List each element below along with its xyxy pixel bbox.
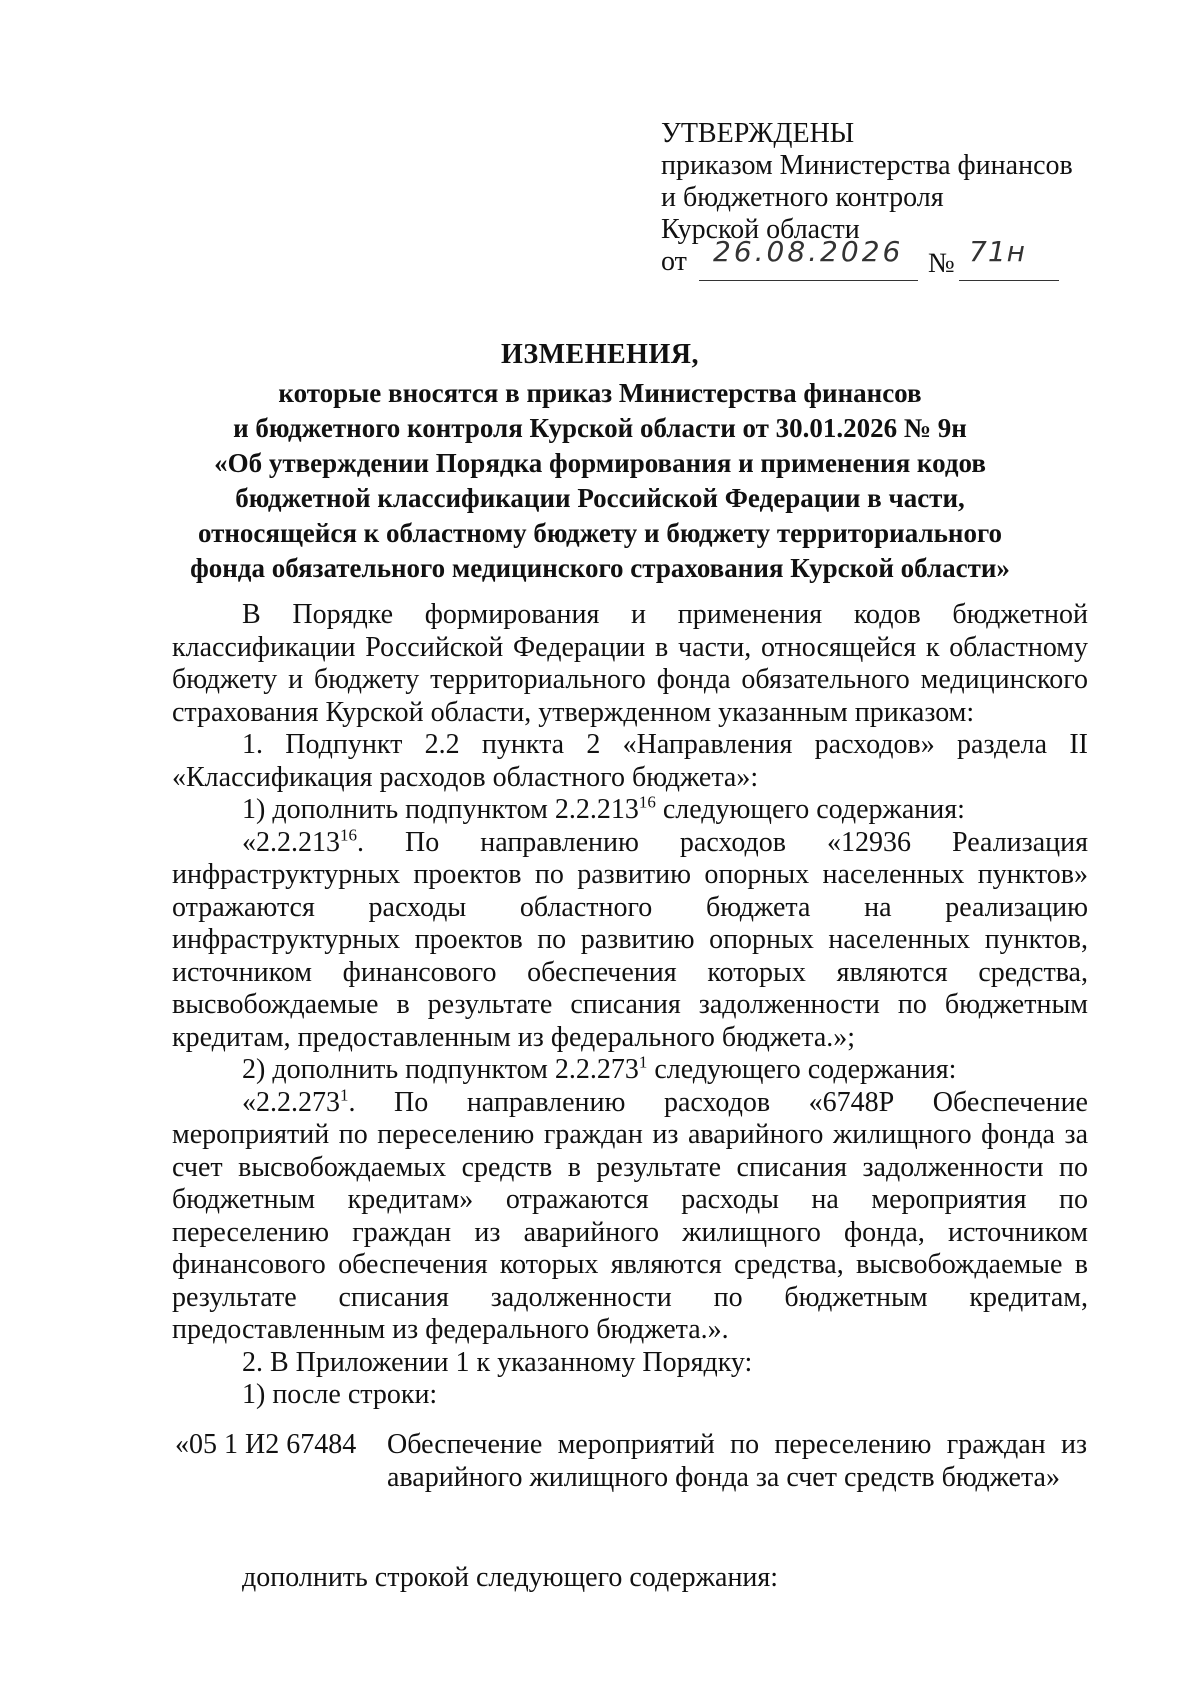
paragraph: 1) после строки: (242, 1379, 438, 1410)
budget-code: «05 1 И2 67484 (175, 1429, 357, 1460)
handwritten-number: 71н (969, 235, 1026, 268)
approval-stamp (661, 118, 1081, 286)
number-field (959, 235, 1059, 281)
approval-line: Курской области (661, 214, 860, 245)
paragraph-text: . По направлению расходов «12936 Реализация инфраструктурных проектов по развитию опорных населенных пунктов» отражаются расходы областного бюджета на реализацию инфраструктурных проектов по развитию опорных населенных пунктов, источником финансового обеспечения которых являются средства, высвобождаемые в результате списания задолженности по бюджетным кредитам, предоставленным из федерального бюджета.»; (172, 826, 1088, 1053)
paragraph: 1. Подпункт 2.2 пункта 2 «Направления расходов» раздела II «Классификация расходов областного бюджета»: (172, 729, 1088, 793)
paragraph-text: следующего содержания: (655, 794, 965, 825)
paragraph-text: «2.2.213 (242, 826, 340, 858)
document-body (172, 599, 1088, 1412)
paragraph-text: 1) дополнить подпунктом 2.2.213 (242, 794, 639, 825)
final-paragraph: дополнить строкой следующего содержания: (242, 1562, 779, 1593)
paragraph (172, 794, 1088, 827)
budget-code-description: Обеспечение мероприятий по переселению граждан из аварийного жилищного фонда за счет средств бюджета» (387, 1429, 1087, 1493)
approval-line: приказом Министерства финансов (661, 150, 1073, 181)
approval-signature-row (661, 235, 1081, 286)
paragraph-text: следующего содержания: (647, 1054, 957, 1085)
paragraph (172, 827, 1088, 1055)
approval-line: и бюджетного контроля (661, 182, 944, 213)
superscript: 1 (340, 1085, 349, 1105)
paragraph: В Порядке формирования и применения кодов бюджетной классификации Российской Федерации в части, относящейся к областному бюджету и бюджету территориального фонда обязательного медицинского страхования Курской области, утвержденном указанным приказом: (172, 599, 1088, 728)
superscript: 16 (638, 792, 656, 812)
paragraph: 2. В Приложении 1 к указанному Порядку: (242, 1346, 753, 1378)
heading-line: и бюджетного контроля Курской области от 30.01.2026 № 9н (233, 413, 967, 443)
heading-line: бюджетной классификации Российской Федерации в части, (235, 483, 965, 513)
paragraph-text: «2.2.273 (242, 1086, 340, 1118)
superscript: 1 (638, 1052, 648, 1072)
handwritten-date: 26.08.2026 (713, 235, 904, 268)
superscript: 16 (340, 825, 357, 845)
heading-line: фонда обязательного медицинского страхования Курской области» (190, 553, 1010, 583)
document-heading (150, 337, 1050, 586)
approval-title: УТВЕРЖДЕНЫ (661, 118, 855, 149)
paragraph-text: . По направлению расходов «6748Р Обеспечение мероприятий по переселению граждан из аварийного жилищного фонда за счет высвобождаемых средств в результате списания задолженности по бюджетным кредитам» отражаются расходы на мероприятия по переселению граждан из аварийного жилищного фонда, источником финансового обеспечения которых являются средства, высвобождаемые в результате списания задолженности по бюджетным кредитам, предоставленным из федерального бюджета.». (172, 1086, 1088, 1345)
heading-line: «Об утверждении Порядка формирования и применения кодов (214, 448, 986, 478)
heading-line: которые вносятся в приказ Министерства финансов (278, 378, 922, 408)
paragraph-text: 2) дополнить подпунктом 2.2.273 (242, 1054, 639, 1085)
date-field (699, 235, 918, 281)
number-label: № (928, 248, 955, 279)
paragraph (172, 1054, 1088, 1087)
document-title: ИЗМЕНЕНИЯ, (501, 339, 699, 370)
from-label: от (661, 246, 687, 277)
heading-line: относящейся к областному бюджету и бюджету территориального (197, 518, 1003, 548)
paragraph (172, 1087, 1088, 1347)
